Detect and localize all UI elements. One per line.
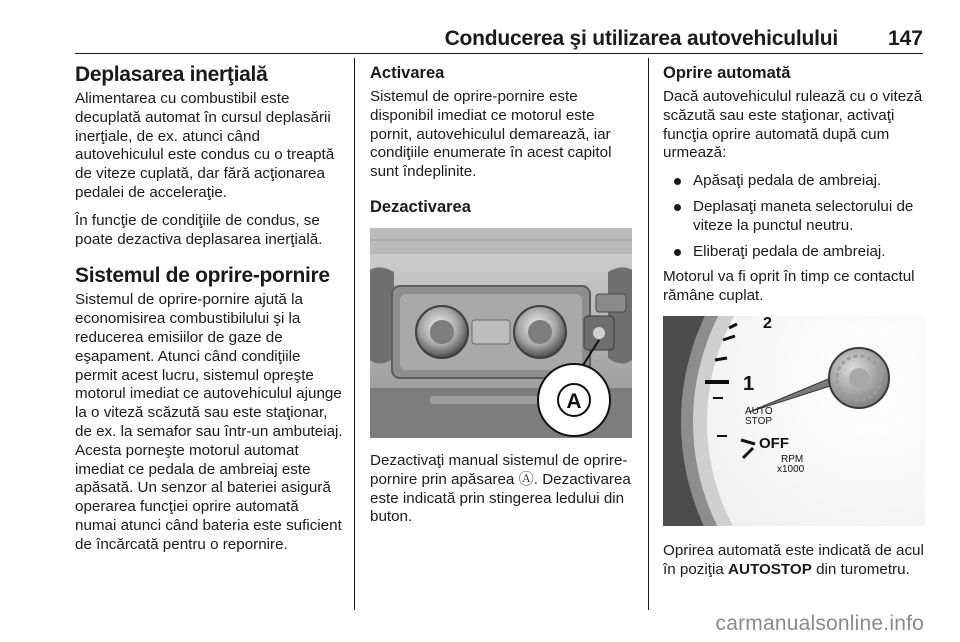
header-rule (75, 53, 923, 54)
tachometer-illustration (663, 316, 925, 526)
column-3 (663, 62, 929, 589)
dashboard-illustration (370, 228, 632, 438)
watermark: carmanualsonline.info (715, 612, 924, 635)
column-divider-2 (648, 58, 649, 610)
figure-tachometer (663, 316, 925, 526)
bullet-icon (674, 204, 681, 211)
autostop-steps (663, 172, 929, 261)
heading-deactivation: Dezactivarea (370, 197, 471, 216)
column-divider-1 (354, 58, 355, 610)
figure-dashboard-button (370, 228, 632, 438)
gauge-mark-1: 1 (743, 372, 755, 395)
gauge-autostop-line2: STOP (745, 415, 773, 427)
autostop-term: AUTOSTOP (728, 560, 812, 578)
list-item: Apăsaţi pedala de ambreiaj. (663, 172, 929, 191)
list-item: Deplasaţi maneta selectorului de viteze la punctul neutru. (663, 198, 929, 236)
page-number: 147 (887, 27, 923, 50)
list-item: Eliberaţi pedala de ambreiaj. (663, 243, 929, 262)
paragraph-inertial-2: În funcţie de condiţiile de condus, se poate dezactiva deplasarea inerţială. (75, 211, 323, 248)
column-1 (75, 62, 343, 564)
paragraph-autostop-intro: Dacă autovehiculul rulează cu o viteză scăzută sau este staţionar, activaţi funcţia oprire automată după cum urmează: (663, 88, 923, 162)
gauge-off-label: OFF (759, 434, 789, 452)
column-2 (370, 62, 632, 536)
paragraph-stop-start: Sistemul de oprire-pornire ajută la economisirea combustibilului şi la reducerea emisiilor de gaze de eşapament. Atunci când condiţiile permit acest lucru, sistemul opreşte motorul imediat ce autovehiculul ajunge la o viteză scăzută sau este staţionar, de ex. la semafor sau într-un ambuteiaj. Acesta porneşte motorul automat imediat ce pedala de ambreiaj este apăsată. Un senzor al bateriei asigură operarea funcţiei oprire automată numai atunci când bateria este suficient de încărcată pentru o repornire. (75, 291, 343, 553)
bullet-icon (674, 249, 681, 256)
gauge-mark-2: 2 (763, 315, 772, 332)
heading-stop-start: Sistemul de oprire-pornire (75, 264, 330, 288)
heading-inertial: Deplasarea inerţială (75, 63, 268, 86)
gauge-rpm-line1: RPM (781, 453, 804, 465)
paragraph-deactivation: Dezactivaţi manual sistemul de oprire-pornire prin apăsarea Ⓐ. Dezactivarea este indicată prin stingerea ledului din buton. (370, 451, 631, 526)
gauge-autostop-line1: AUTO (745, 405, 773, 417)
paragraph-caption: Oprirea automată este indicată de acul în poziţia AUTOSTOP din turometru. (663, 541, 924, 578)
paragraph-activation: Sistemul de oprire-pornire este disponibil imediat ce motorul este pornit, autovehiculul demarează, iar condiţiile enumerate în acest capitol sunt îndeplinite. (370, 88, 612, 181)
gauge-rpm-line2: x1000 (777, 463, 805, 475)
header-title: Conducerea şi utilizarea autovehiculului (444, 27, 838, 50)
paragraph-motor-off: Motorul va fi oprit în timp ce contactul rămâne cuplat. (663, 268, 915, 305)
figure-button-label: A (566, 389, 582, 413)
paragraph-inertial-1: Alimentarea cu combustibil este decuplată automat în cursul deplasării inerţiale, de ex. atunci când autovehiculul este condus cu o treaptă de viteze cuplată, dar fără acţionarea pedalei de acceleraţie. (75, 90, 335, 201)
heading-activation: Activarea (370, 64, 445, 82)
heading-autostop: Oprire automată (663, 64, 791, 82)
bullet-icon (674, 178, 681, 185)
